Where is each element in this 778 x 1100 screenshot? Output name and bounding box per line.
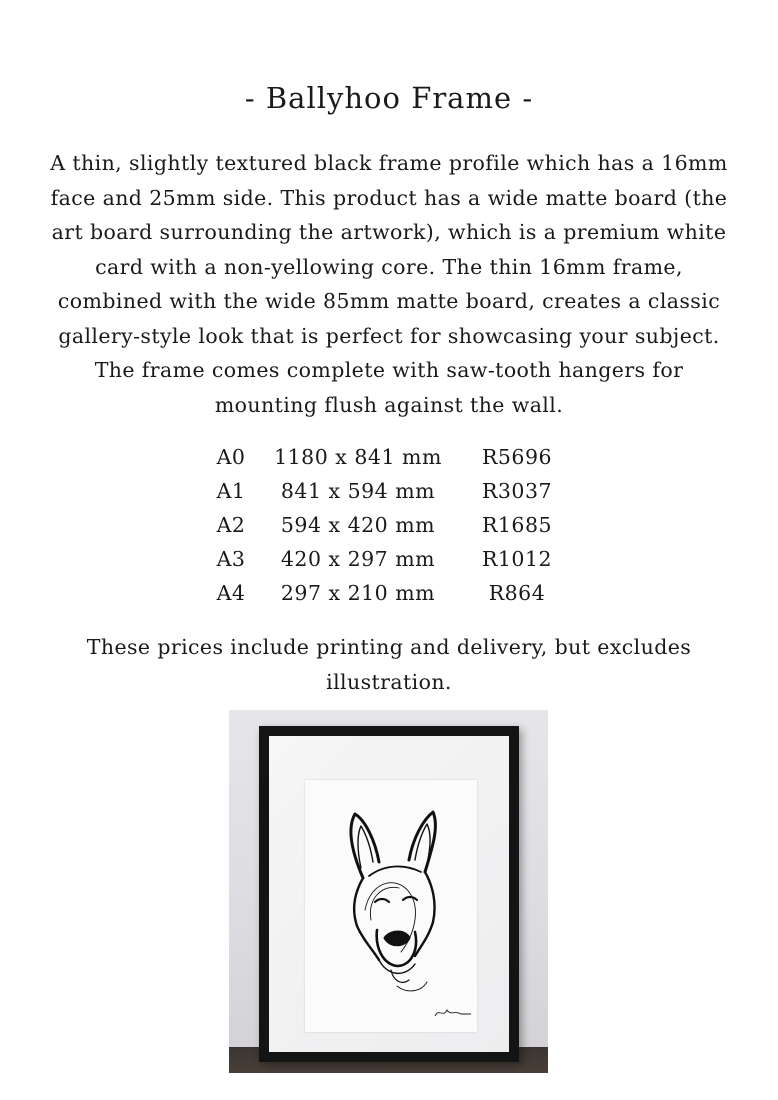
table-row: [200, 542, 580, 576]
dimensions-cell: 297 x 210 mm: [280, 581, 436, 605]
left-ear-line: [351, 814, 379, 878]
size-cell: A1: [216, 479, 246, 503]
table-row: [200, 576, 580, 610]
price-cell: R864: [488, 581, 546, 605]
dimensions-cell: 1180 x 841 mm: [274, 445, 442, 469]
framed-artwork-photo: [229, 710, 548, 1073]
bull-terrier-illustration: [305, 780, 477, 1032]
right-ear-line: [409, 812, 435, 872]
signature-mark: [435, 1010, 471, 1016]
product-description: A thin, slightly textured black frame profile which has a 16mm face and 25mm side. This product has a wide matte board (the art board surrounding the artwork), which is a premium white card with a non-yellowing core. The thin 16mm frame, combined with the wide 85mm matte board, creates a classic gallery-style look that is perfect for showcasing your subject. The frame comes complete with saw-tooth hangers for mounting flush against the wall.: [50, 151, 728, 417]
artwork-print: [305, 780, 477, 1032]
pricing-note: These prices include printing and delivery, but excludes illustration.: [86, 635, 692, 694]
price-cell: R1012: [481, 547, 553, 571]
price-cell: R3037: [481, 479, 553, 503]
right-eye-line: [403, 897, 417, 900]
table-row: [200, 474, 580, 508]
left-eye-line: [375, 899, 389, 902]
page-title: - Ballyhoo Frame -: [244, 81, 534, 115]
neck-line: [397, 982, 427, 991]
dimensions-cell: 841 x 594 mm: [280, 479, 436, 503]
price-table: [200, 440, 580, 610]
size-cell: A0: [216, 445, 246, 469]
table-row: [200, 440, 580, 474]
size-cell: A4: [216, 581, 246, 605]
nose-line: [385, 932, 409, 945]
black-frame: [259, 726, 519, 1062]
forehead-line: [369, 866, 421, 876]
table-row: [200, 508, 580, 542]
head-outline-line: [354, 878, 379, 960]
price-cell: R5696: [481, 445, 553, 469]
right-ear-inner-line: [415, 824, 430, 864]
dimensions-cell: 594 x 420 mm: [280, 513, 436, 537]
head-right-line: [415, 872, 435, 956]
dimensions-cell: 420 x 297 mm: [280, 547, 436, 571]
size-cell: A3: [216, 547, 246, 571]
matte-board: [269, 736, 509, 1052]
size-cell: A2: [216, 513, 246, 537]
price-cell: R1685: [481, 513, 553, 537]
sketch-line: [370, 887, 399, 920]
